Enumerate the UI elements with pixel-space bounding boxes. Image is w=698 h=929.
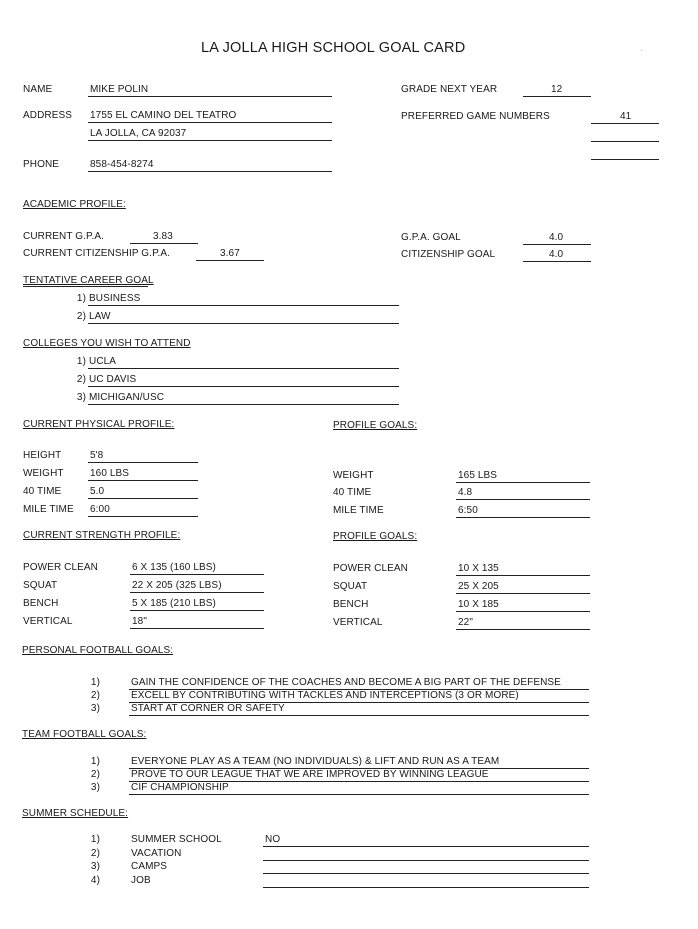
college-3-num: 3)	[76, 392, 86, 403]
squat-goal-label: SQUAT	[333, 581, 368, 592]
height-label: HEIGHT	[23, 450, 62, 461]
team-goal-2-value: PROVE TO OUR LEAGUE THAT WE ARE IMPROVED BY WINNING LEAGUE	[131, 769, 489, 780]
strength-profile-goals-heading: PROFILE GOALS:	[333, 531, 418, 542]
colleges-heading: COLLEGES YOU WISH TO ATTEND	[23, 338, 191, 349]
scan-speck: ·	[640, 46, 643, 55]
address-line1-value: 1755 EL CAMINO DEL TEATRO	[90, 110, 237, 121]
team-goal-1-value: EVERYONE PLAY AS A TEAM (NO INDIVIDUALS) & LIFT AND RUN AS A TEAM	[131, 756, 500, 767]
game-number-line-2	[591, 141, 659, 142]
height-value: 5'8	[90, 450, 104, 461]
current-gpa-label: CURRENT G.P.A.	[23, 231, 105, 242]
vacation-line	[263, 860, 589, 861]
phone-line	[88, 171, 332, 172]
power-clean-line	[130, 574, 264, 575]
preferred-game-numbers-label: PREFERRED GAME NUMBERS	[401, 111, 550, 122]
forty-time-label: 40 TIME	[23, 486, 62, 497]
address-line2-value: LA JOLLA, CA 92037	[90, 128, 187, 139]
power-clean-goal-value: 10 X 135	[458, 563, 499, 574]
weight-value: 160 LBS	[90, 468, 130, 479]
grade-next-year-value: 12	[551, 84, 563, 95]
summer-school-line	[263, 846, 589, 847]
mile-time-goal-line	[456, 517, 590, 518]
career-goal-2-num: 2)	[76, 311, 86, 322]
power-clean-label: POWER CLEAN	[23, 562, 99, 573]
academic-profile-heading: ACADEMIC PROFILE:	[23, 199, 126, 210]
mile-time-line	[88, 516, 198, 517]
college-1-line	[88, 368, 399, 369]
team-goal-3-value: CIF CHAMPIONSHIP	[131, 782, 229, 793]
address-line2	[88, 140, 332, 141]
personal-football-goals-heading: PERSONAL FOOTBALL GOALS:	[22, 645, 174, 656]
summer-4-num: 4)	[90, 875, 100, 886]
citizenship-goal-value: 4.0	[549, 249, 564, 260]
current-citizenship-line	[196, 260, 264, 261]
current-physical-profile-heading: CURRENT PHYSICAL PROFILE:	[23, 419, 175, 430]
summer-school-value: NO	[265, 834, 281, 845]
summer-school-label: SUMMER SCHOOL	[131, 834, 222, 845]
bench-line	[130, 610, 264, 611]
name-value: MIKE POLIN	[90, 84, 149, 95]
current-gpa-value: 3.83	[153, 231, 173, 242]
personal-goal-2-value: EXCELL BY CONTRIBUTING WITH TACKLES AND INTERCEPTIONS (3 OR MORE)	[131, 690, 519, 701]
game-number-line-3	[591, 159, 659, 160]
forty-time-goal-value: 4.8	[458, 487, 473, 498]
camps-line	[263, 873, 589, 874]
career-goal-2-line	[88, 323, 399, 324]
game-number-line-1	[591, 123, 659, 124]
squat-goal-value: 25 X 205	[458, 581, 499, 592]
career-goal-1-line	[88, 305, 399, 306]
team-goal-3-line	[129, 794, 589, 795]
phone-label: PHONE	[23, 159, 60, 170]
summer-3-num: 3)	[90, 861, 100, 872]
summer-1-num: 1)	[90, 834, 100, 845]
vertical-goal-label: VERTICAL	[333, 617, 383, 628]
bench-goal-label: BENCH	[333, 599, 369, 610]
squat-line	[130, 592, 264, 593]
personal-goal-3-num: 3)	[90, 703, 100, 714]
gpa-goal-line	[523, 244, 591, 245]
personal-goal-1-value: GAIN THE CONFIDENCE OF THE COACHES AND BECOME A BIG PART OF THE DEFENSE	[131, 677, 561, 688]
team-goal-1-num: 1)	[90, 756, 100, 767]
height-line	[88, 462, 198, 463]
personal-goal-2-num: 2)	[90, 690, 100, 701]
college-3-line	[88, 404, 399, 405]
squat-label: SQUAT	[23, 580, 58, 591]
mile-time-goal-label: MILE TIME	[333, 505, 384, 516]
career-goal-heading: TENTATIVE CAREER GOAL	[23, 275, 154, 286]
forty-time-goal-label: 40 TIME	[333, 487, 372, 498]
job-line	[263, 887, 589, 888]
current-citizenship-gpa-label: CURRENT CITIZENSHIP G.P.A.	[23, 248, 171, 259]
college-1-value: UCLA	[89, 356, 117, 367]
grade-next-year-label: GRADE NEXT YEAR	[401, 84, 498, 95]
career-goal-1-num: 1)	[76, 293, 86, 304]
weight-goal-line	[456, 482, 590, 483]
gpa-goal-label: G.P.A. GOAL	[401, 232, 461, 243]
name-label: NAME	[23, 84, 53, 95]
vacation-label: VACATION	[131, 848, 182, 859]
job-label: JOB	[131, 875, 151, 886]
career-goal-1-value: BUSINESS	[89, 293, 141, 304]
summer-schedule-heading: SUMMER SCHEDULE:	[22, 808, 129, 819]
name-line	[88, 96, 332, 97]
team-football-goals-heading: TEAM FOOTBALL GOALS:	[22, 729, 147, 740]
personal-goal-1-num: 1)	[90, 677, 100, 688]
career-goal-2-value: LAW	[89, 311, 111, 322]
power-clean-goal-line	[456, 575, 590, 576]
camps-label: CAMPS	[131, 861, 168, 872]
weight-line	[88, 480, 198, 481]
bench-value: 5 X 185 (210 LBS)	[132, 598, 216, 609]
career-goal-heading-line	[23, 286, 148, 287]
college-2-value: UC DAVIS	[89, 374, 137, 385]
vertical-goal-line	[456, 629, 590, 630]
mile-time-value: 6:00	[90, 504, 110, 515]
page-title: LA JOLLA HIGH SCHOOL GOAL CARD	[201, 40, 466, 56]
grade-line	[523, 96, 591, 97]
college-3-value: MICHIGAN/USC	[89, 392, 165, 403]
forty-time-line	[88, 498, 198, 499]
college-2-num: 2)	[76, 374, 86, 385]
preferred-game-number-value: 41	[620, 111, 632, 122]
personal-goal-3-line	[129, 715, 589, 716]
address-label: ADDRESS	[23, 110, 73, 121]
current-citizenship-gpa-value: 3.67	[220, 248, 240, 259]
current-strength-profile-heading: CURRENT STRENGTH PROFILE:	[23, 530, 181, 541]
squat-goal-line	[456, 593, 590, 594]
summer-2-num: 2)	[90, 848, 100, 859]
college-2-line	[88, 386, 399, 387]
team-goal-3-num: 3)	[90, 782, 100, 793]
mile-time-goal-value: 6:50	[458, 505, 478, 516]
vertical-goal-value: 22"	[458, 617, 473, 628]
mile-time-label: MILE TIME	[23, 504, 74, 515]
squat-value: 22 X 205 (325 LBS)	[132, 580, 222, 591]
gpa-goal-value: 4.0	[549, 232, 564, 243]
vertical-label: VERTICAL	[23, 616, 73, 627]
vertical-line	[130, 628, 264, 629]
citizenship-goal-label: CITIZENSHIP GOAL	[401, 249, 496, 260]
physical-profile-goals-heading: PROFILE GOALS:	[333, 420, 418, 431]
current-gpa-line	[130, 243, 198, 244]
vertical-value: 18"	[132, 616, 147, 627]
weight-goal-label: WEIGHT	[333, 470, 374, 481]
bench-goal-line	[456, 611, 590, 612]
forty-time-value: 5.0	[90, 486, 105, 497]
phone-value: 858-454-8274	[90, 159, 154, 170]
forty-time-goal-line	[456, 499, 590, 500]
weight-goal-value: 165 LBS	[458, 470, 498, 481]
college-1-num: 1)	[76, 356, 86, 367]
power-clean-goal-label: POWER CLEAN	[333, 563, 409, 574]
bench-label: BENCH	[23, 598, 59, 609]
personal-goal-3-value: START AT CORNER OR SAFETY	[131, 703, 285, 714]
power-clean-value: 6 X 135 (160 LBS)	[132, 562, 216, 573]
weight-label: WEIGHT	[23, 468, 64, 479]
team-goal-2-num: 2)	[90, 769, 100, 780]
citizenship-goal-line	[523, 261, 591, 262]
bench-goal-value: 10 X 185	[458, 599, 499, 610]
address-line1	[88, 122, 332, 123]
